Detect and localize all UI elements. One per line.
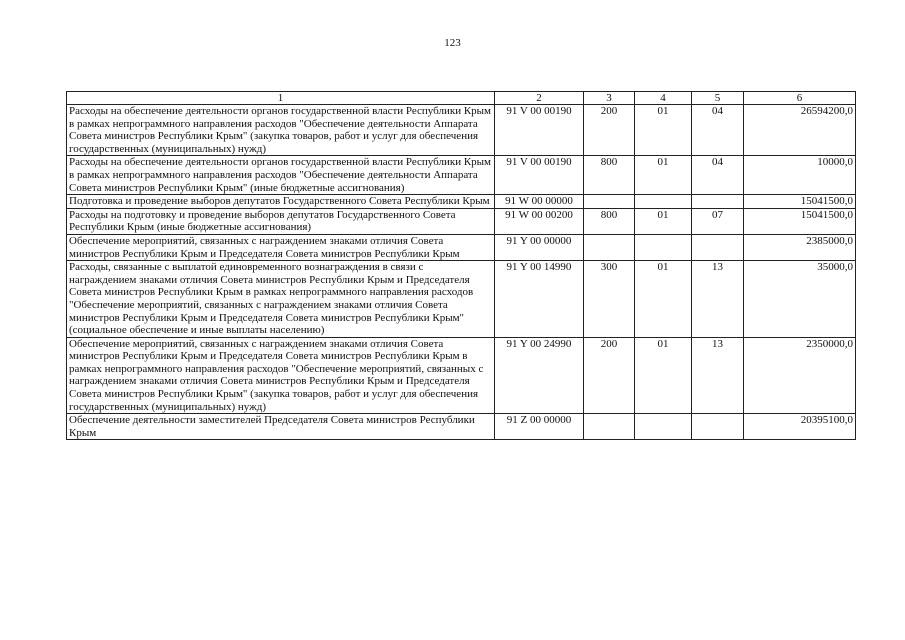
budget-table xyxy=(66,91,856,440)
table-row xyxy=(67,208,856,234)
row-amount: 2385000,0 xyxy=(744,234,856,260)
row-name: Расходы на обеспечение деятельности органов государственной власти Республики Крым в рамках непрограммного направления расходов "Обеспечение деятельности Аппарата Совета министров Республики Крым" (иные бюджетные ассигнования) xyxy=(67,156,495,195)
row-subsection: 13 xyxy=(692,261,744,338)
row-subsection xyxy=(692,234,744,260)
row-amount: 2350000,0 xyxy=(744,337,856,414)
row-target-code: 91 W 00 00000 xyxy=(495,195,584,209)
row-subsection: 04 xyxy=(692,105,744,156)
row-expense-type: 800 xyxy=(584,208,635,234)
table-row xyxy=(67,234,856,260)
row-amount: 15041500,0 xyxy=(744,195,856,209)
row-section xyxy=(635,195,692,209)
row-subsection: 13 xyxy=(692,337,744,414)
row-amount: 10000,0 xyxy=(744,156,856,195)
row-name: Подготовка и проведение выборов депутатов Государственного Совета Республики Крым xyxy=(67,195,495,209)
row-amount: 26594200,0 xyxy=(744,105,856,156)
row-target-code: 91 Z 00 00000 xyxy=(495,414,584,440)
table-row xyxy=(67,195,856,209)
table-row xyxy=(67,261,856,338)
row-expense-type: 800 xyxy=(584,156,635,195)
row-section: 01 xyxy=(635,337,692,414)
row-name: Расходы на подготовку и проведение выборов депутатов Государственного Совета Республики Крым (иные бюджетные ассигнования) xyxy=(67,208,495,234)
row-amount: 35000,0 xyxy=(744,261,856,338)
table-row xyxy=(67,337,856,414)
row-expense-type xyxy=(584,195,635,209)
row-expense-type: 300 xyxy=(584,261,635,338)
header-row xyxy=(67,92,856,105)
row-target-code: 91 W 00 00200 xyxy=(495,208,584,234)
row-subsection: 04 xyxy=(692,156,744,195)
page-number: 123 xyxy=(444,37,461,49)
row-target-code: 91 V 00 00190 xyxy=(495,156,584,195)
table-row xyxy=(67,105,856,156)
row-section xyxy=(635,234,692,260)
row-amount: 15041500,0 xyxy=(744,208,856,234)
row-section: 01 xyxy=(635,261,692,338)
header-col-1: 1 xyxy=(67,92,495,105)
row-section: 01 xyxy=(635,105,692,156)
row-name: Обеспечение деятельности заместителей Председателя Совета министров Республики Крым xyxy=(67,414,495,440)
header-col-5: 5 xyxy=(692,92,744,105)
row-target-code: 91 Y 00 24990 xyxy=(495,337,584,414)
row-subsection xyxy=(692,414,744,440)
row-subsection: 07 xyxy=(692,208,744,234)
row-section xyxy=(635,414,692,440)
row-name: Обеспечение мероприятий, связанных с награждением знаками отличия Совета министров Республики Крым и Председателя Совета министров Республики Крым в рамках непрограммного направления расходов "Обеспечение мероприятий, связанных с награждением знаками отличия Совета министров Республики Крым и Председателя Совета министров Республики Крым" (закупка товаров, работ и услуг для обеспечения государственных (муниципальных) нужд) xyxy=(67,337,495,414)
header-col-3: 3 xyxy=(584,92,635,105)
header-col-2: 2 xyxy=(495,92,584,105)
row-expense-type xyxy=(584,414,635,440)
row-expense-type xyxy=(584,234,635,260)
row-name: Расходы на обеспечение деятельности органов государственной власти Республики Крым в рамках непрограммного направления расходов "Обеспечение деятельности Аппарата Совета министров Республики Крым" (закупка товаров, работ и услуг для обеспечения государственных (муниципальных) нужд) xyxy=(67,105,495,156)
table-row xyxy=(67,156,856,195)
row-section: 01 xyxy=(635,208,692,234)
row-target-code: 91 Y 00 14990 xyxy=(495,261,584,338)
row-expense-type: 200 xyxy=(584,337,635,414)
row-target-code: 91 Y 00 00000 xyxy=(495,234,584,260)
row-subsection xyxy=(692,195,744,209)
row-target-code: 91 V 00 00190 xyxy=(495,105,584,156)
row-expense-type: 200 xyxy=(584,105,635,156)
header-col-4: 4 xyxy=(635,92,692,105)
row-name: Расходы, связанные с выплатой единовременного вознаграждения в связи с награждением знаками отличия Совета министров Республики Крым и Председателя Совета министров Республики Крым в рамках непрограммного направления расходов "Обеспечение мероприятий, связанных с награждением знаками отличия Совета министров Республики Крым и Председателя Совета министров Республики Крым" (социальное обеспечение и иные выплаты населению) xyxy=(67,261,495,338)
row-section: 01 xyxy=(635,156,692,195)
row-name: Обеспечение мероприятий, связанных с награждением знаками отличия Совета министров Республики Крым и Председателя Совета министров Республики Крым xyxy=(67,234,495,260)
header-col-6: 6 xyxy=(744,92,856,105)
row-amount: 20395100,0 xyxy=(744,414,856,440)
table-row xyxy=(67,414,856,440)
